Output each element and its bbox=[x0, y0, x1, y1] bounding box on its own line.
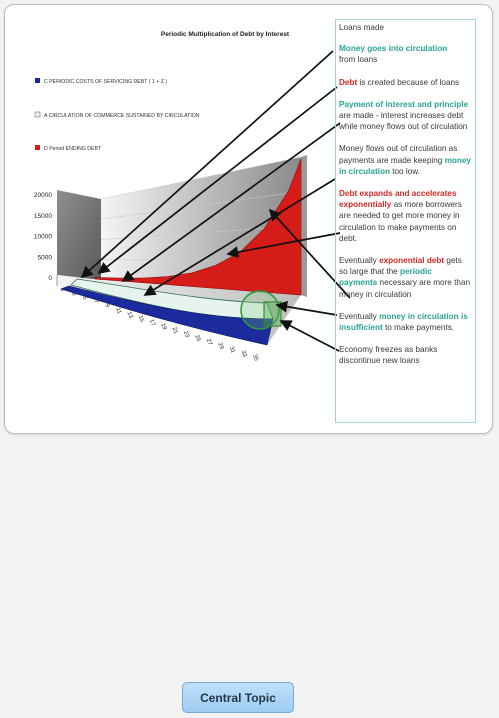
arrow-insufficient-money bbox=[281, 321, 339, 351]
x-tick-label: 35 bbox=[251, 353, 259, 362]
chart-title: Periodic Multiplication of Debt by Interest bbox=[160, 31, 290, 38]
x-tick-label: 15 bbox=[136, 314, 145, 323]
x-tick-label: 5 bbox=[81, 295, 88, 301]
note-exponential-debt: Eventually exponential debt gets so large that the periodic payments necessary are more than money in circulation bbox=[339, 256, 471, 299]
x-tick-label: 31 bbox=[227, 345, 236, 354]
y-tick-label: 15000 bbox=[33, 212, 52, 220]
note-insufficient-money: Eventually money in circulation is insufficient to make payments. bbox=[339, 311, 468, 333]
x-tick-label: 21 bbox=[170, 326, 179, 335]
x-tick-label: 19 bbox=[159, 322, 168, 331]
mindmap-image-card bbox=[4, 4, 493, 434]
x-tick-label: 27 bbox=[204, 338, 213, 347]
chart-right-side-wall bbox=[301, 155, 307, 297]
x-tick-label: 9 bbox=[103, 303, 110, 309]
legend-swatch-d bbox=[35, 145, 40, 150]
note-payments: Payment of interest and principle are made - interest increases debt while money flows out of circulation bbox=[339, 99, 469, 132]
y-tick-label: 5000 bbox=[37, 254, 52, 262]
x-tick-label: 23 bbox=[181, 330, 190, 339]
annotation-notes-panel bbox=[335, 19, 476, 423]
x-tick-label: 1 bbox=[59, 287, 66, 293]
y-tick-label: 10000 bbox=[33, 233, 52, 241]
x-tick-label: 7 bbox=[92, 299, 99, 305]
x-tick-label: 33 bbox=[239, 349, 248, 358]
note-money-into-circulation: Money goes into circulation from loans bbox=[339, 44, 448, 65]
note-money-flows-out: Money flows out of circulation as payments are made keeping money in circulation too low. bbox=[339, 144, 471, 176]
y-tick-label: 20000 bbox=[33, 192, 52, 199]
note-debt-expands: Debt expands and accelerates exponentially as more borrowers are needed to get more money in circulation to make payments on debt. bbox=[339, 189, 462, 243]
x-tick-label: 17 bbox=[147, 318, 156, 327]
x-tick-label: 25 bbox=[193, 334, 202, 343]
y-tick-label: 0 bbox=[48, 275, 52, 282]
x-tick-label: 3 bbox=[70, 291, 77, 297]
central-topic-node[interactable]: Central Topic bbox=[182, 682, 294, 713]
note-loans-made: Loans made bbox=[339, 23, 385, 32]
legend-swatch-a bbox=[35, 112, 40, 117]
note-debt-created: Debt is created because of loans bbox=[339, 77, 460, 87]
x-tick-label: 29 bbox=[216, 341, 225, 351]
x-tick-label: 13 bbox=[125, 310, 134, 320]
legend-label-d: D Period ENDING DEBT bbox=[44, 146, 102, 152]
legend-swatch-c bbox=[35, 78, 40, 83]
y-axis-ticks bbox=[34, 192, 52, 282]
x-tick-label: 11 bbox=[114, 307, 123, 315]
legend-label-c: C PERIODIC COSTS OF SERVICING DEBT ( 1 + Z ) bbox=[44, 79, 168, 85]
legend-label-a: A CIRCULATION OF COMMERCE SUSTAINED BY CIRCULATION bbox=[44, 113, 200, 119]
note-economy-freezes: Economy freezes as banks discontinue new loans bbox=[339, 345, 438, 366]
